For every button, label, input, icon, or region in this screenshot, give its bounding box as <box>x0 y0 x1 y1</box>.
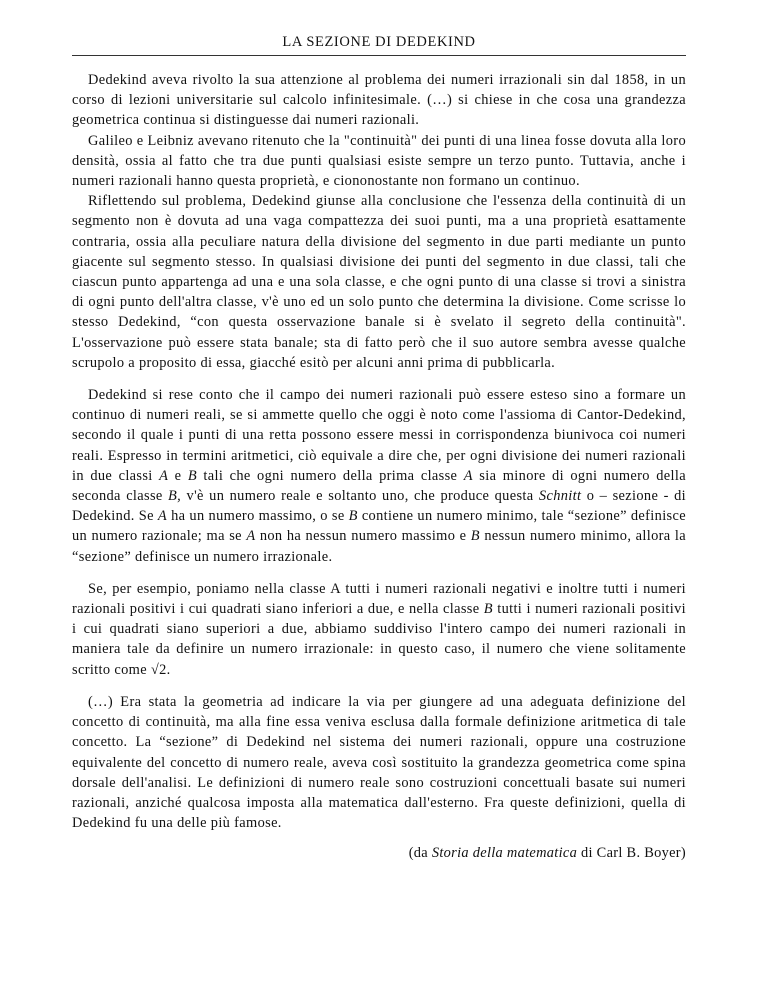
source-attribution <box>72 843 686 863</box>
class-b-symbol: B <box>470 528 480 545</box>
paragraph-4-text: e <box>168 467 188 484</box>
page-header-title: LA SEZIONE DI DEDEKIND <box>282 34 476 50</box>
paragraph-4-text: non ha nessun numero massimo e <box>255 528 471 545</box>
class-a-symbol: A <box>463 467 473 484</box>
attribution-author: di Carl B. Boyer) <box>577 845 686 862</box>
paragraph-4-text: o – sezione - di Dedekind. Se <box>72 488 687 525</box>
paragraph-4 <box>72 385 686 567</box>
paragraph-4-text: v'è un numero reale e soltanto uno, che produce questa <box>181 488 539 505</box>
paragraph-4-text: ha un numero massimo, o se <box>167 508 349 525</box>
paragraph-3: Riflettendo sul problema, Dedekind giunse alla conclusione che l'essenza della continuità di un segmento non è dovuta ad una vaga compattezza dei suoi punti, ma a una proprietà esattamente contraria, ossia alla peculiare natura della divisione del segmento in due parti mediante un punto giacente sul segmento stesso. In qualsiasi divisione dei punti del segmento in due classi, tali che ciascun punto appartenga ad una e una sola classe, e che ogni punto di una classe si trovi a sinistra di ogni punto dell'altra classe, v'è uno ed un solo punto che determina la divisione. Come scrisse lo stesso Dedekind, “con questa osservazione banale si è svelato il segreto della continuità". L'osservazione può essere stata banale; sta di fatto però che il suo autore sembra avesse qualche scrupolo a proposito di essa, giacché esitò per alcuni anni prima di pubblicarla. <box>72 193 686 371</box>
class-b-symbol: B <box>483 601 493 618</box>
paragraph-2: Galileo e Leibniz avevano ritenuto che la "continuità" dei punti di una linea fosse dovuta alla loro densità, ossia al fatto che tra due punti qualsiasi esiste sempre un terzo punto. Tuttavia, anche i numeri razionali hanno questa proprietà, e ciononostante non formano un continuo. <box>72 132 686 190</box>
document-body <box>72 70 686 864</box>
paragraph-1: Dedekind aveva rivolto la sua attenzione al problema dei numeri irrazionali sin dal 1858, in un corso di lezioni universitarie sul calcolo infinitesimale. (…) si chiese in che cosa una grandezza geometrica continua si distinguesse dai numeri razionali. <box>72 72 686 129</box>
header-divider <box>72 55 686 56</box>
class-b-symbol: B <box>348 508 358 525</box>
paragraph-6: (…) Era stata la geometria ad indicare la via per giungere ad una adeguata definizione del concetto di continuità, ma alla fine essa veniva esclusa dalla formale definizione aritmetica di tale concetto. La “sezione” di Dedekind nel sistema dei numeri razionali, oppure una costruzione equivalente del concetto di numero reale, aveva così sostituito la grandezza geometrica come spina dorsale dell'analisi. Le definizioni di numero reale sono costruzioni concettuali basate sui numeri razionali, anziché qualcosa imposta alla matematica dall'esterno. Fra queste definizioni, quella di Dedekind fu una delle più famose. <box>72 693 686 832</box>
class-a-symbol: A <box>159 467 169 484</box>
class-a-symbol: A <box>157 508 168 525</box>
class-a-symbol: A <box>246 528 256 545</box>
class-b-symbol: B, <box>168 488 182 505</box>
paragraph-4-text: contiene un numero minimo, tale “sezione” definisce un numero razionale; ma se <box>72 508 686 545</box>
attribution-prefix: (da <box>408 845 432 862</box>
paragraph-4-text: Dedekind si rese conto che il campo dei numeri razionali può essere esteso sino a formare un continuo di numeri reali, se si ammette quello che oggi è noto come l'assioma di Cantor-Dedekind, secondo il quale i punti di una retta possono essere messi in corrispondenza biunivoca coi numeri reali. Espresso in termini aritmetici, ciò equivale a dire che, per ogni divisione dei numeri razionali in due classi <box>72 387 686 484</box>
paragraph-5 <box>72 579 686 680</box>
paragraph-5-text: tutti i numeri razionali positivi i cui quadrati siano superiori a due, abbiamo suddiviso l'intero campo dei numeri razionali in maniera tale da definire un numero irrazionale: in questo caso, il numero che viene solitamente scritto come √2. <box>72 601 687 678</box>
class-b-symbol: B <box>187 467 197 484</box>
paragraph-4-text: nessun numero minimo, allora la “sezione” definisce un numero irrazionale. <box>72 528 686 565</box>
schnitt-term: Schnitt <box>538 488 582 505</box>
paragraph-4-text: tali che ogni numero della prima classe <box>196 467 464 484</box>
paragraph-4-text: sia minore di ogni numero della seconda classe <box>72 467 686 505</box>
paragraph-5-text: Se, per esempio, poniamo nella classe A tutti i numeri razionali negativi e inoltre tutti i numeri razionali positivi i cui quadrati siano inferiori a due, e nella classe <box>72 580 686 618</box>
attribution-book-title: Storia della matematica <box>431 845 578 862</box>
